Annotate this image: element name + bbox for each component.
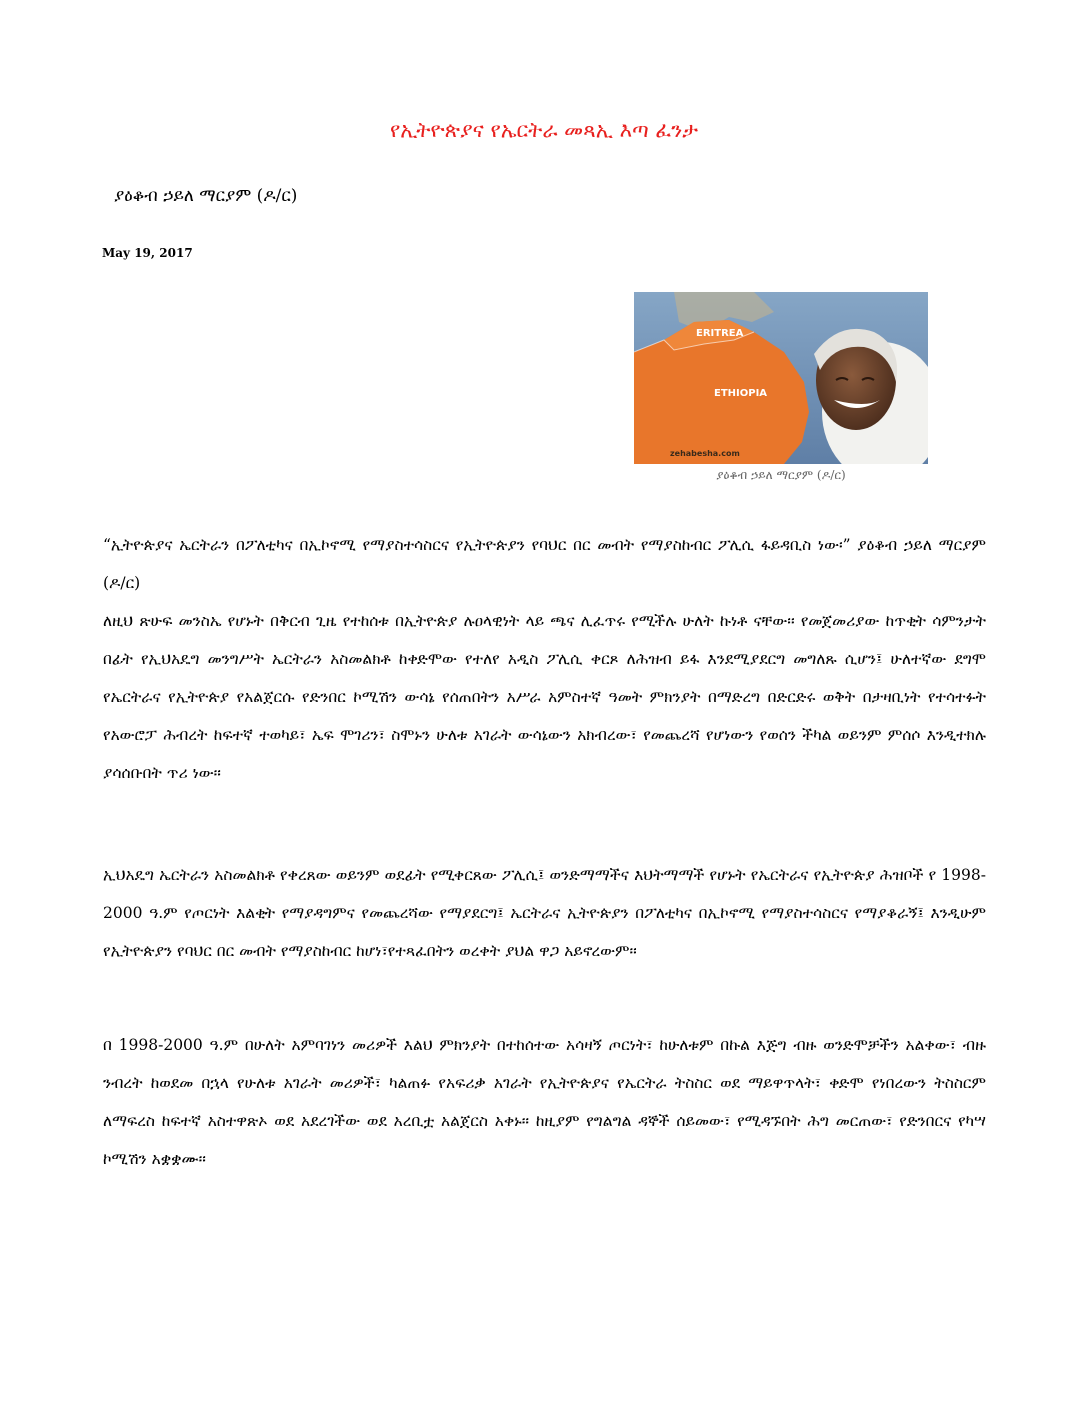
article-date: May 19, 2017 [102, 246, 193, 260]
photo-illustration [634, 292, 928, 464]
photo-caption: ያዕቆብ ኃይለ ማርያም (ዶ/ር) [716, 468, 846, 482]
paragraph-4: በ 1998-2000 ዓ.ም በሁለት አምባገነን መሪዎች እልህ ምክንያት በተከሰተው አሳዛኝ ጦርነት፣ ከሁለቱም በኩል እጅግ ብዙ ወንድሞቻችን አልቀው፣ ብዙ ንብረት ከወደመ በኋላ የሁለቱ አገራት መሪዎች፣ ካልጠፉ የአፍሪቃ አገራት የኢትዮጵያና የኤርትራ ትስስር ወደ ማይዋጥላት፣ ቀድሞ የነበረውን ትስስርም ለማፍረስ ከፍተኛ አስተዋጽኦ ወደ አደረገችው ወደ አረቢቷ አልጀርስ አቀኑ፡፡ ከዚያም የግልግል ዳኞች ሰይመው፣ የሚዳኙበት ሕግ መርጠው፣ የድንበርና የካሣ ኮሚሽን አቋቋሙ፡፡ [103, 1036, 986, 1168]
paragraph-quote [103, 526, 986, 792]
article-title: የኢትዮጵያና የኤርትራ መጻኢ እጣ ፈንታ [390, 118, 698, 142]
paragraph-3: ኢህአዴግ ኤርትራን አስመልክቶ የቀረጸው ወይንም ወደፊት የሚቀርጸው ፖሊሲ፤ ወንድማማችና እህትማማች የሆኑት የኤርትራና የኢትዮጵያ ሕዝቦች የ 1998-2000 ዓ.ም የጦርነት እልቂት የማያዳግምና የመጨረሻው የማያደርግ፤ ኤርትራና ኢትዮጵያን በፖለቲካና በኢኮኖሚ የማያስተሳስርና የማያቆራኝ፤ እንዲሁም የኢትዮጵያን የባህር በር መብት የማያስከብር ከሆነ፣የተጻፈበትን ወረቀት ያህል ዋጋ አይኖረውም፡፡ [103, 866, 986, 960]
watermark: zehabesha.com [670, 449, 740, 458]
paragraph-1-text: “ኢትዮጵያና ኤርትራን በፖለቲካና በኢኮኖሚ የማያስተሳስርና የኢትዮጵያን የባህር በር መብት የማያስከብር ፖሊሲ ፋይዳቢስ ነው፡” ያዕቆብ ኃይለ ማርያም (ዶ/ር) [103, 536, 986, 592]
map-label-ethiopia: ETHIOPIA [714, 388, 768, 399]
article-author: ያዕቆብ ኃይለ ማርያም (ዶ/ር) [114, 186, 298, 206]
article-photo [634, 292, 928, 464]
map-label-eritrea: ERITREA [696, 328, 744, 339]
paragraph-2-text: ለዚህ ጽሁፍ መንስኤ የሆኑት በቅርብ ጊዜ የተከሰቱ በኢትዮጵያ ሉዐላዊነት ላይ ጫና ሊፈጥሩ የሚችሉ ሁለት ኩነቶ ናቸው፡፡ የመጀመሪያው ከጥቂት ሳምንታት በፊት የኢህአዴግ መንግሥት ኤርትራን አስመልክቶ ከቀድሞው የተለየ አዲስ ፖሊሲ ቀርጾ ለሕዝብ ይፋ እንደሚያደርግ መግለጹ ሲሆን፤ ሁለተኛው ደግሞ የኤርትራና የኢትዮጵያ የአልጀርሱ የድንበር ኮሚሽን ውሳኔ የሰጠበትን አሥራ አምስተኛ ዓመት ምክንያት በማድረግ በድርድሩ ወቅት በታዛቢነት የተሳተፉት የአውሮፓ ሕብረት ከፍተኛ ተወካይ፣ ኤፍ ሞገሪን፣ ስሞኑን ሁለቱ አገራት ውሳኔውን አክብረው፣ የመጨረሻ የሆነውን የወሰን ችካል ወይንም ምሰሶ እንዲተክሉ ያሳሰቡበት ጥሪ ነው፡፡ [103, 612, 986, 782]
